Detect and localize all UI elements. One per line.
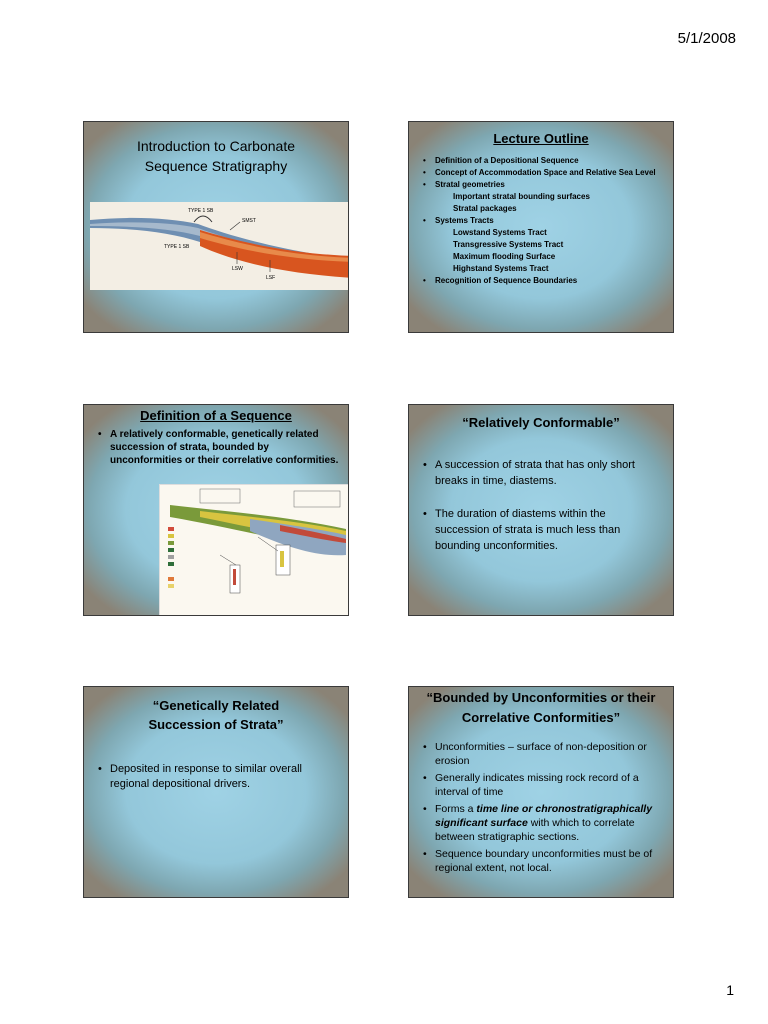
bullet-item: • A succession of strata that has only short breaks in time, diastems. [423,457,663,489]
slide-intro [83,121,349,333]
slide-title [409,688,673,728]
slide-title: Lecture Outline [493,131,589,146]
title-line-2: Sequence Stratigraphy [144,158,288,174]
title-line-1: “Bounded by Unconformities or their [426,690,656,705]
slide-definition-of-sequence [83,404,349,616]
slide-relatively-conformable [408,404,674,616]
bullet-text: Forms a [435,803,477,815]
bullet-list [423,457,663,554]
bullet-item: • Sequence boundary unconformities must be of regional extent, not local. [423,847,671,875]
bullet-list [98,428,342,467]
bullet-item: • The duration of diastems within the succession of strata is much less than bounding unconformities. [423,506,663,554]
bullet-list [98,762,338,792]
slide-title [84,696,348,734]
bullet-item: • A relatively conformable, genetically related succession of strata, bounded by unconformities or their correlative conformities. [98,428,342,467]
sequence-diagram-drawing [160,485,349,616]
sequence-diagram-figure [159,484,349,616]
list-item: Lowstand Systems Tract [453,228,547,237]
bullet-item: • Unconformities – surface of non-deposition or erosion [423,740,671,768]
slide-title [84,136,348,176]
list-item: Highstand Systems Tract [453,264,549,273]
outline-list [423,155,671,287]
page-date: 5/1/2008 [677,30,736,47]
list-item: Important stratal bounding surfaces [453,192,590,201]
figure-label: TYPE 1 SB [188,208,214,214]
list-item: Stratal packages [453,204,517,213]
list-item: • Definition of a Depositional Sequence [423,155,671,167]
bullet-item: • Generally indicates missing rock record of a interval of time [423,771,671,799]
title-line-1: “Genetically Related [152,698,280,713]
slide-title: “Relatively Conformable” [462,415,620,430]
sequence-cross-section-figure [90,202,349,290]
list-item: • Recognition of Sequence Boundaries [423,275,671,287]
figure-label: SMST [242,218,256,224]
page-number: 1 [726,982,734,998]
slide-title: Definition of a Sequence [140,408,292,423]
list-item: • Systems Tracts [423,215,671,227]
bullet-item: • Deposited in response to similar overall regional depositional drivers. [98,762,338,792]
slide-genetically-related [83,686,349,898]
title-line-2: Correlative Conformities” [461,710,621,725]
slide-lecture-outline [408,121,674,333]
list-item: • Stratal geometries [423,179,671,191]
bullet-item [423,802,671,844]
emphasis-text: time line or chronostratigraphically significant surface [435,803,653,829]
list-item: Transgressive Systems Tract [453,240,564,249]
bullet-text: with which to correlate between stratigraphic sections. [435,817,635,843]
figure-label: TYPE 1 SB [164,244,190,250]
figure-label: LSW [232,266,243,272]
list-item: • Concept of Accommodation Space and Relative Sea Level [423,167,671,179]
title-line-1: Introduction to Carbonate [137,138,295,154]
list-item: Maximum flooding Surface [453,252,556,261]
figure-label: LSF [266,275,276,281]
bullet-list [423,740,671,875]
slide-bounded-by-unconformities [408,686,674,898]
title-line-2: Succession of Strata” [148,717,284,732]
cross-section-drawing [90,202,349,290]
